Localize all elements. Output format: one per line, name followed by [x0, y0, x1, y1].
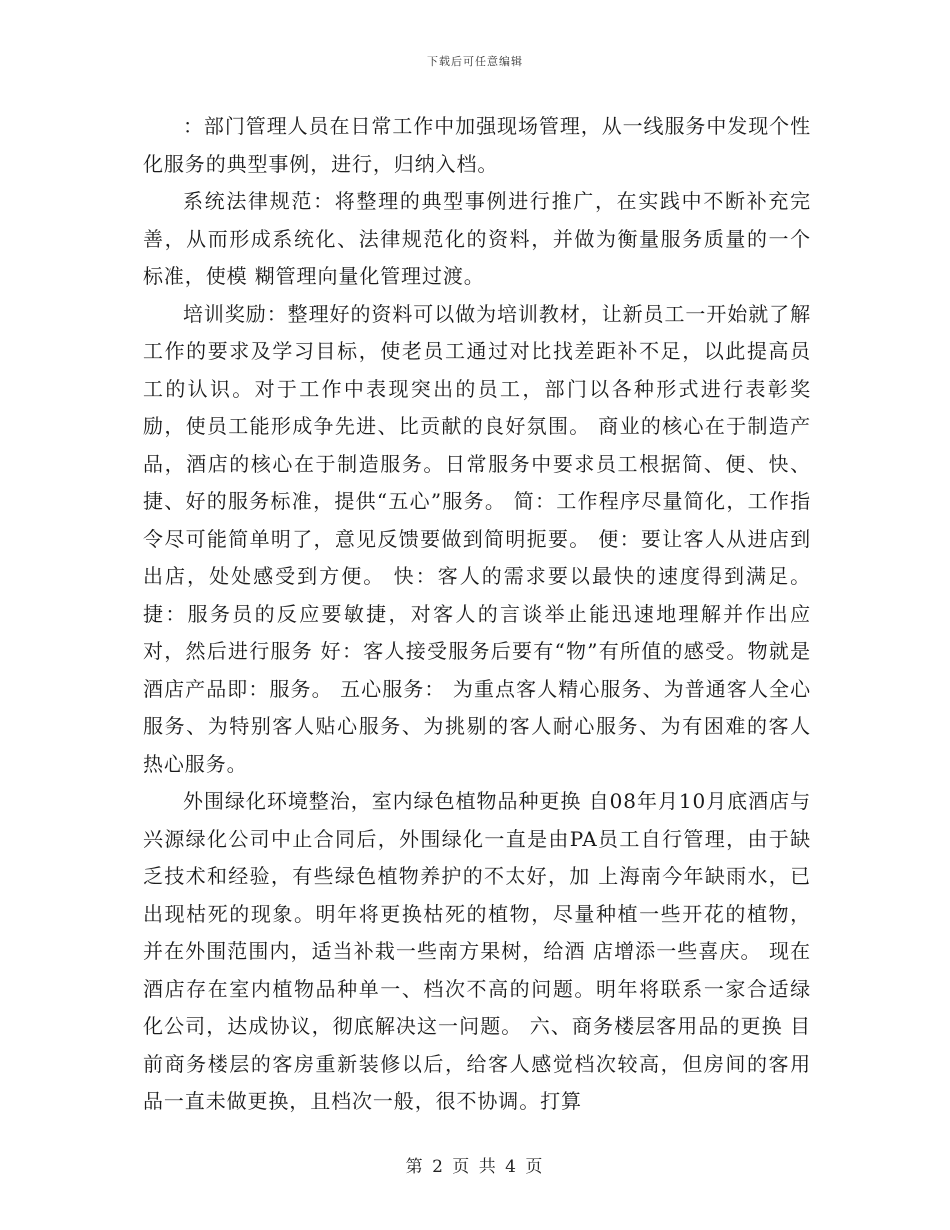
page-header-note: 下载后可任意编辑: [427, 55, 523, 68]
paragraph-3: 培训奖励：整理好的资料可以做为培训教材，让新员工一开始就了解工作的要求及学习目标，使老员工通过对比找差距补不足，以此提高员 工的认识。对于工作中表现突出的员工，部门以各种形式进行表彰奖励，使员工能形成争先进、比贡献的良好氛围。 商业的核心在于制造产品，酒店的核心在于制造服务。日常服务中要求员工根据简、便、快、捷、好的服务标准，提供“五心”服务。 简：工作程序尽量简化，工作指令尽可能简单明了，意见反馈要做到简明扼要。 便：要让客人从进店到出店，处处感受到方便。 快：客人的需求要以最快的速度得到满足。 捷：服务员的反应要敏捷，对客人的言谈举止能迅速地理解并作出应对，然后进行服务 好：客人接受服务后要有“物”有所值的感受。物就是酒店产品即：服务。 五心服务： 为重点客人精心服务、为普通客人全心服务、为特别客人贴心服务、为挑剔的客人耐心服务、为有困难的客人热心服务。: [143, 301, 811, 776]
document-body: [143, 108, 811, 1121]
page-number-footer: 第 2 页 共 4 页: [405, 1157, 545, 1177]
paragraph-4: 外围绿化环境整治，室内绿色植物品种更换 自08年月10月底酒店与兴源绿化公司中止合同后，外围绿化一直是由PA员工自行管理，由于缺乏技术和经验，有些绿色植物养护的不太好，加 上海南今年缺雨水，已出现枯死的现象。明年将更换枯死的植物，尽量种植一些开花的植物，并在外围范围内，适当补栽一些南方果树，给酒 店增添一些喜庆。 现在酒店存在室内植物品种单一、档次不高的问题。明年将联系一家合适绿化公司，达成协议，彻底解决这一问题。 六、商务楼层客用品的更换 目前商务楼层的客房重新装修以后，给客人感觉档次较高，但房间的客用品一直未做更换，且档次一般，很不协调。打算: [143, 789, 811, 1113]
paragraph-1: ：部门管理人员在日常工作中加强现场管理，从一线服务中发现个性化服务的典型事例，进行，归纳入档。: [143, 114, 811, 176]
paragraph-2: 系统法律规范：将整理的典型事例进行推广，在实践中不断补充完善，从而形成系统化、法律规范化的资料，并做为衡量服务质量的一个标准，使模 糊管理向量化管理过渡。: [143, 189, 811, 288]
